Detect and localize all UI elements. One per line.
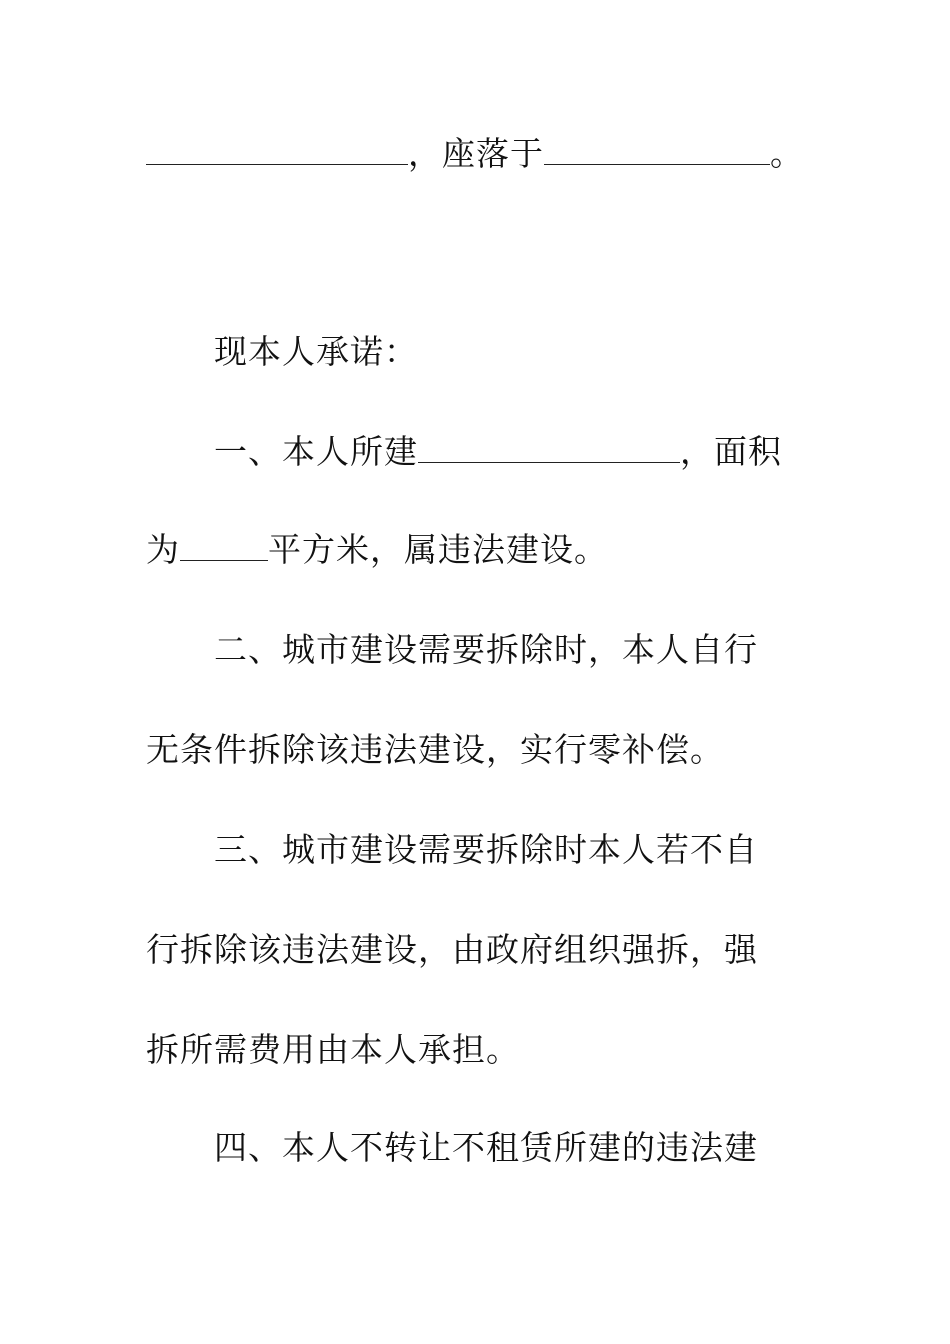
item-3-line-1: 三、城市建设需要拆除时本人若不自 (214, 830, 758, 869)
item-2-line-1: 二、城市建设需要拆除时，本人自行 (214, 630, 758, 669)
area-blank (180, 530, 268, 561)
item-1-area-label: ，面积 (680, 432, 782, 471)
item-4-line-1: 四、本人不转让不租赁所建的违法建 (214, 1128, 758, 1167)
location-blank (544, 134, 770, 165)
item-1-line-2 (146, 528, 608, 572)
location-line (146, 132, 804, 176)
promise-intro: 现本人承诺： (214, 332, 418, 371)
location-label: ，座落于 (408, 134, 544, 173)
item-1-cont-prefix: 为 (146, 530, 180, 569)
item-3-line-3: 拆所需费用由本人承担。 (146, 1030, 520, 1069)
construction-blank (418, 432, 680, 463)
item-1-cont-text: 平方米，属违法建设。 (268, 530, 608, 569)
item-2-line-2: 无条件拆除该违法建设，实行零补偿。 (146, 730, 724, 769)
item-3-line-2: 行拆除该违法建设，由政府组织强拆，强 (146, 930, 758, 969)
item-1-line-1 (214, 430, 782, 474)
item-1-text: 一、本人所建 (214, 432, 418, 471)
building-blank (146, 134, 408, 165)
period: 。 (770, 134, 804, 173)
